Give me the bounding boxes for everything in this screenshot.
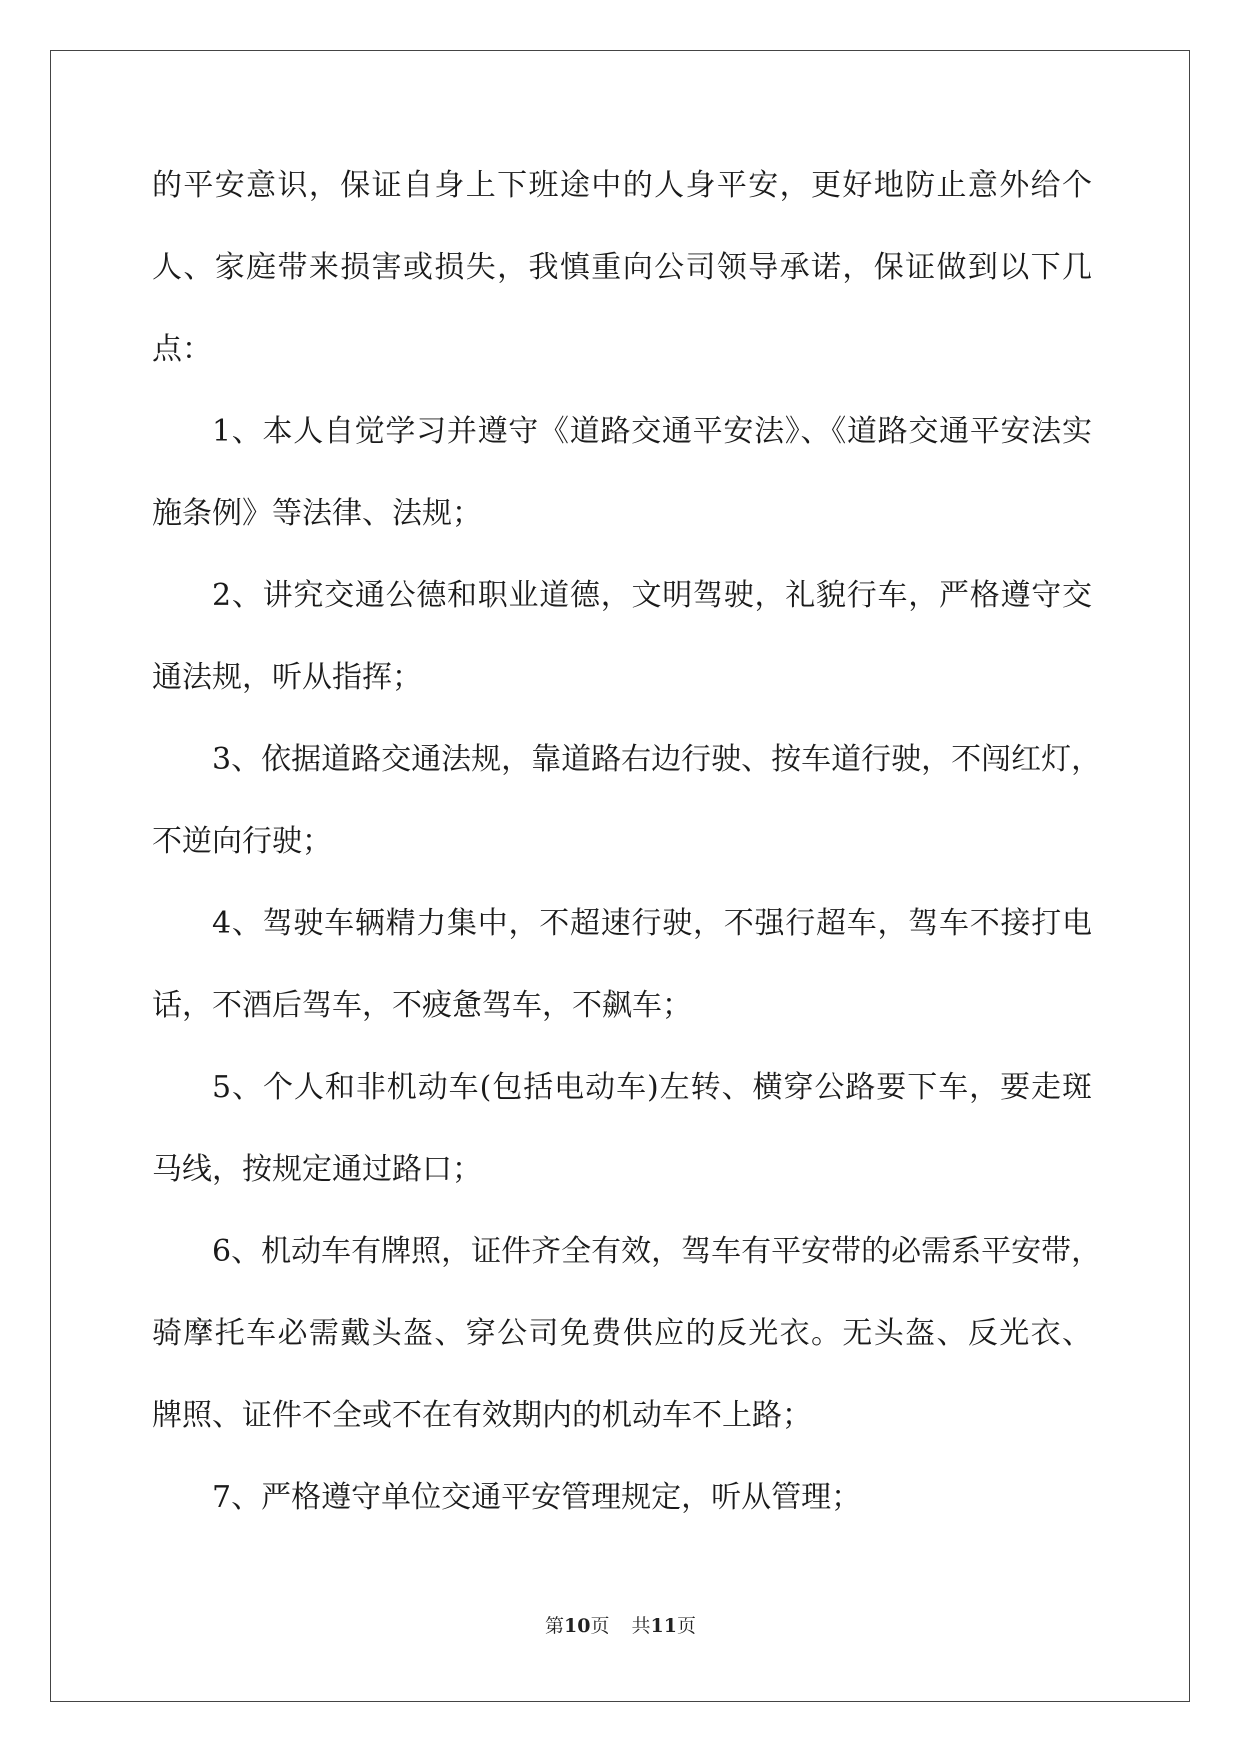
total-pages: 11 xyxy=(650,1615,677,1637)
page-prefix: 第 xyxy=(545,1615,565,1637)
text-line: 2、讲究交通公德和职业道德，文明驾驶，礼貌行车，严格遵守交 xyxy=(212,578,1092,613)
page-number: 10 xyxy=(564,1615,591,1637)
text-line: 话，不酒后驾车，不疲惫驾车，不飙车； xyxy=(152,988,692,1023)
text-line: 通法规，听从指挥； xyxy=(152,660,422,695)
text-line: 的平安意识，保证自身上下班途中的人身平安，更好地防止意外给个 xyxy=(152,168,1092,203)
text-line: 马线，按规定通过路口； xyxy=(152,1152,482,1187)
total-suffix: 页 xyxy=(676,1615,696,1637)
text-line: 不逆向行驶； xyxy=(152,824,332,859)
text-line: 牌照、证件不全或不在有效期内的机动车不上路； xyxy=(152,1398,812,1433)
text-line: 人、家庭带来损害或损失，我慎重向公司领导承诺，保证做到以下几 xyxy=(152,250,1092,285)
text-line: 骑摩托车必需戴头盔、穿公司免费供应的反光衣。无头盔、反光衣、 xyxy=(152,1316,1092,1351)
document-body xyxy=(152,160,1102,1554)
text-line: 7、严格遵守单位交通平安管理规定，听从管理； xyxy=(212,1480,862,1515)
text-line: 4、驾驶车辆精力集中，不超速行驶，不强行超车，驾车不接打电 xyxy=(212,906,1092,941)
text-line: 3、依据道路交通法规，靠道路右边行驶、按车道行驶，不闯红灯， xyxy=(212,742,1102,777)
text-line: 点： xyxy=(152,332,212,367)
text-line: 6、机动车有牌照，证件齐全有效，驾车有平安带的必需系平安带， xyxy=(212,1234,1102,1269)
page-footer xyxy=(0,1612,1241,1640)
text-line: 1、本人自觉学习并遵守《道路交通平安法》、《道路交通平安法实 xyxy=(212,414,1092,449)
text-line: 施条例》等法律、法规； xyxy=(152,496,482,531)
page-suffix: 页 xyxy=(590,1615,610,1637)
total-prefix: 共 xyxy=(631,1615,651,1637)
text-line: 5、个人和非机动车(包括电动车)左转、横穿公路要下车，要走斑 xyxy=(212,1070,1092,1105)
